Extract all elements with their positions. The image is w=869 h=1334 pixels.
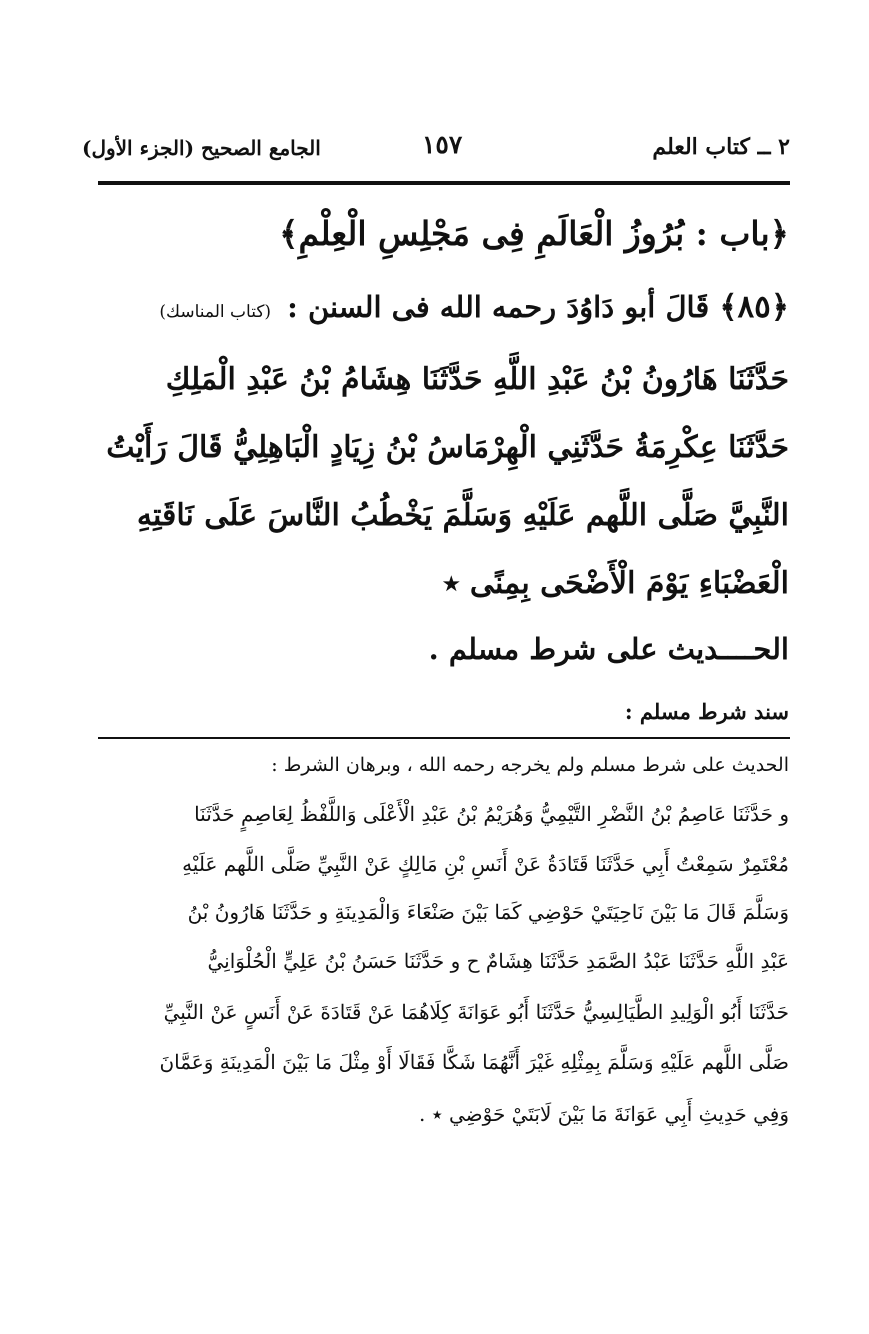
page-number: ١٥٧ [422, 130, 463, 159]
hadith-source-reference: (كتاب المناسك) [159, 302, 272, 322]
header-divider [98, 181, 790, 185]
section-label: سند شرط مسلم : [624, 699, 789, 724]
hadith-text-line: النَّبِيَّ صَلَّى اللَّهم عَلَيْهِ وَسَلَّمَ يَخْطُبُ النَّاسَ عَلَى نَاقَتِهِ [136, 498, 789, 533]
hadith-intro-text: قَالَ أبو دَاوُدَ رحمه الله فى السنن : [287, 290, 710, 324]
hadith-text-line: حَدَّثَنَا عِكْرِمَةُ حَدَّثَنِي الْهِرْمَاسُ بْنُ زِيَادٍ الْبَاهِلِيُّ قَالَ رَأَيْتُ [106, 430, 789, 465]
section-divider [98, 737, 790, 739]
commentary-line: وَفِي حَدِيثِ أَبِي عَوَانَةَ مَا بَيْنَ لَابَتَيْ حَوْضِي ٭ . [419, 1102, 789, 1126]
commentary-line: الحديث على شرط مسلم ولم يخرجه رحمه الله ، وبرهان الشرط : [271, 754, 789, 776]
hadith-verdict: الحــــديث على شرط مسلم . [428, 632, 789, 666]
header-chapter-title: ٢ ــ كتاب العلم [652, 134, 790, 160]
hadith-intro-line [159, 289, 789, 325]
commentary-line: حَدَّثَنَا أَبُو الْوَلِيدِ الطَّيَالِسِيُّ حَدَّثَنَا أَبُو عَوَانَةَ كِلَاهُمَا عَنْ قَتَادَةَ عَنْ أَنَسٍ عَنْ النَّبِيِّ [163, 1000, 789, 1024]
chapter-heading: ﴿باب : بُرُوزُ الْعَالَمِ فِى مَجْلِسِ الْعِلْمِ﴾ [279, 214, 789, 253]
commentary-line: مُعْتَمِرٌ سَمِعْتُ أَبِي حَدَّثَنَا قَتَادَةُ عَنْ أَنَسِ بْنِ مَالِكٍ عَنْ النَّبِيِّ صَلَّى اللَّهم عَلَيْهِ [182, 852, 789, 876]
hadith-number: ﴿٨٥﴾ [719, 289, 789, 325]
commentary-line: عَبْدِ اللَّهِ حَدَّثَنَا عَبْدُ الصَّمَدِ حَدَّثَنَا هِشَامٌ ح و حَدَّثَنَا حَسَنُ بْنُ عَلِيٍّ الْحُلْوَانِيُّ [207, 949, 789, 973]
commentary-line: و حَدَّثَنَا عَاصِمُ بْنُ النَّضْرِ التَّيْمِيُّ وَهُرَيْمُ بْنُ عَبْدِ الْأَعْلَى وَاللَّفْظُ لِعَاصِمٍ حَدَّثَنَا [194, 802, 789, 826]
commentary-line: صَلَّى اللَّهم عَلَيْهِ وَسَلَّمَ بِمِثْلِهِ غَيْرَ أَنَّهُمَا شَكَّا فَقَالَا أَوْ مِثْلَ مَا بَيْنَ الْمَدِينَةِ وَعَمَّانَ [159, 1050, 789, 1074]
running-header [82, 128, 790, 168]
commentary-line: وَسَلَّمَ قَالَ مَا بَيْنَ نَاحِيَتَيْ حَوْضِي كَمَا بَيْنَ صَنْعَاءَ وَالْمَدِينَةِ و حَدَّثَنَا هَارُونُ بْنُ [187, 900, 789, 924]
hadith-text-line: الْعَضْبَاءِ يَوْمَ الْأَضْحَى بِمِنًى ٭ [443, 566, 789, 601]
header-book-title: الجامع الصحيح (الجزء الأول) [82, 136, 321, 160]
hadith-text-line: حَدَّثَنَا هَارُونُ بْنُ عَبْدِ اللَّهِ حَدَّثَنَا هِشَامُ بْنُ عَبْدِ الْمَلِكِ [165, 362, 789, 397]
